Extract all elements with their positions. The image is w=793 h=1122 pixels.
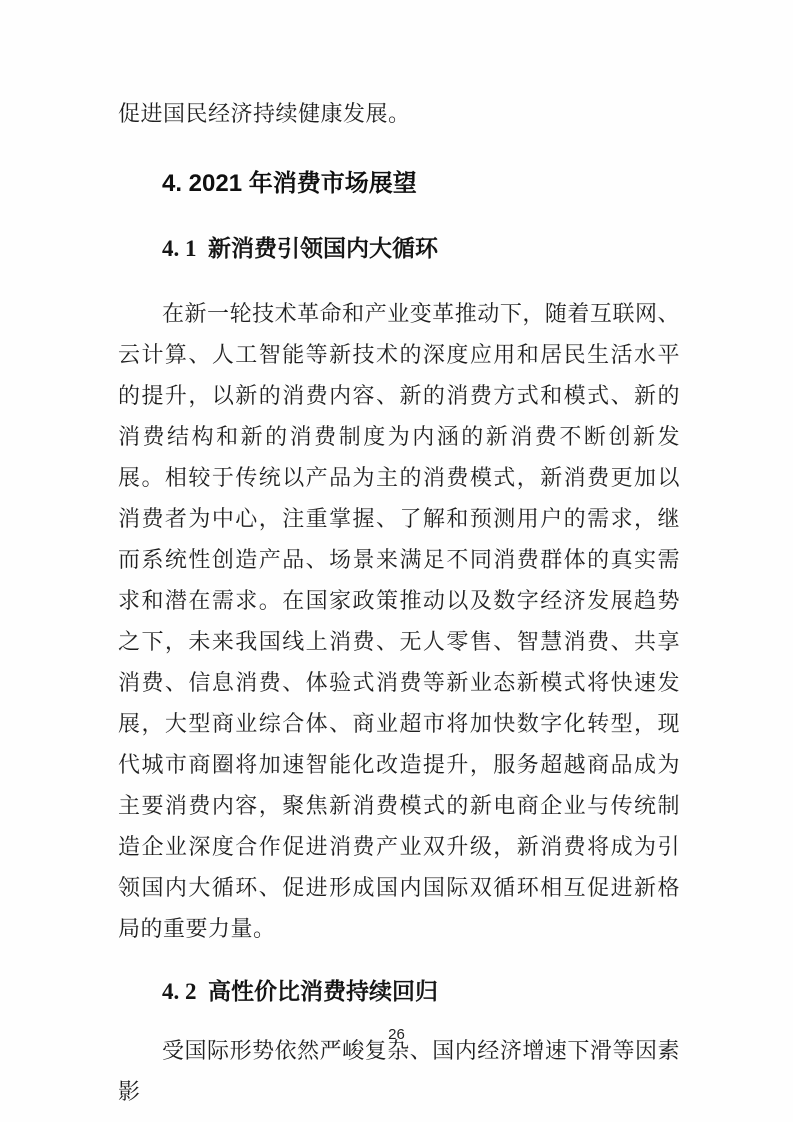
paragraph-4-1: 在新一轮技术革命和产业变革推动下，随着互联网、云计算、人工智能等新技术的深度应用和居民生活水平的提升，以新的消费内容、新的消费方式和模式、新的消费结构和新的消费制度为内涵的新消费不断创新发展。相较于传统以产品为主的消费模式，新消费更加以消费者为中心，注重掌握、了解和预测用户的需求，继而系统性创造产品、场景来满足不同消费群体的真实需求和潜在需求。在国家政策推动以及数字经济发展趋势之下，未来我国线上消费、无人零售、智慧消费、共享消费、信息消费、体验式消费等新业态新模式将快速发展，大型商业综合体、商业超市将加快数字化转型，现代城市商圈将加速智能化改造提升，服务超越商品成为主要消费内容，聚焦新消费模式的新电商企业与传统制造企业深度合作促进消费产业双升级，新消费将成为引领国内大循环、促进形成国内国际双循环相互促进新格局的重要力量。 bbox=[118, 301, 680, 941]
section-heading-4: 4. 2021 年消费市场展望 bbox=[162, 170, 417, 197]
page-number: 26 bbox=[388, 1026, 405, 1043]
subsection-heading-4-1: 4. 1 新消费引领国内大循环 bbox=[162, 236, 438, 261]
paragraph-4-2: 受国际形势依然严峻复杂、国内经济增速下滑等因素影 bbox=[118, 1038, 680, 1104]
paragraph-continuation: 促进国民经济持续健康发展。 bbox=[118, 101, 411, 126]
subsection-heading-4-2: 4. 2 高性价比消费持续回归 bbox=[162, 979, 438, 1004]
